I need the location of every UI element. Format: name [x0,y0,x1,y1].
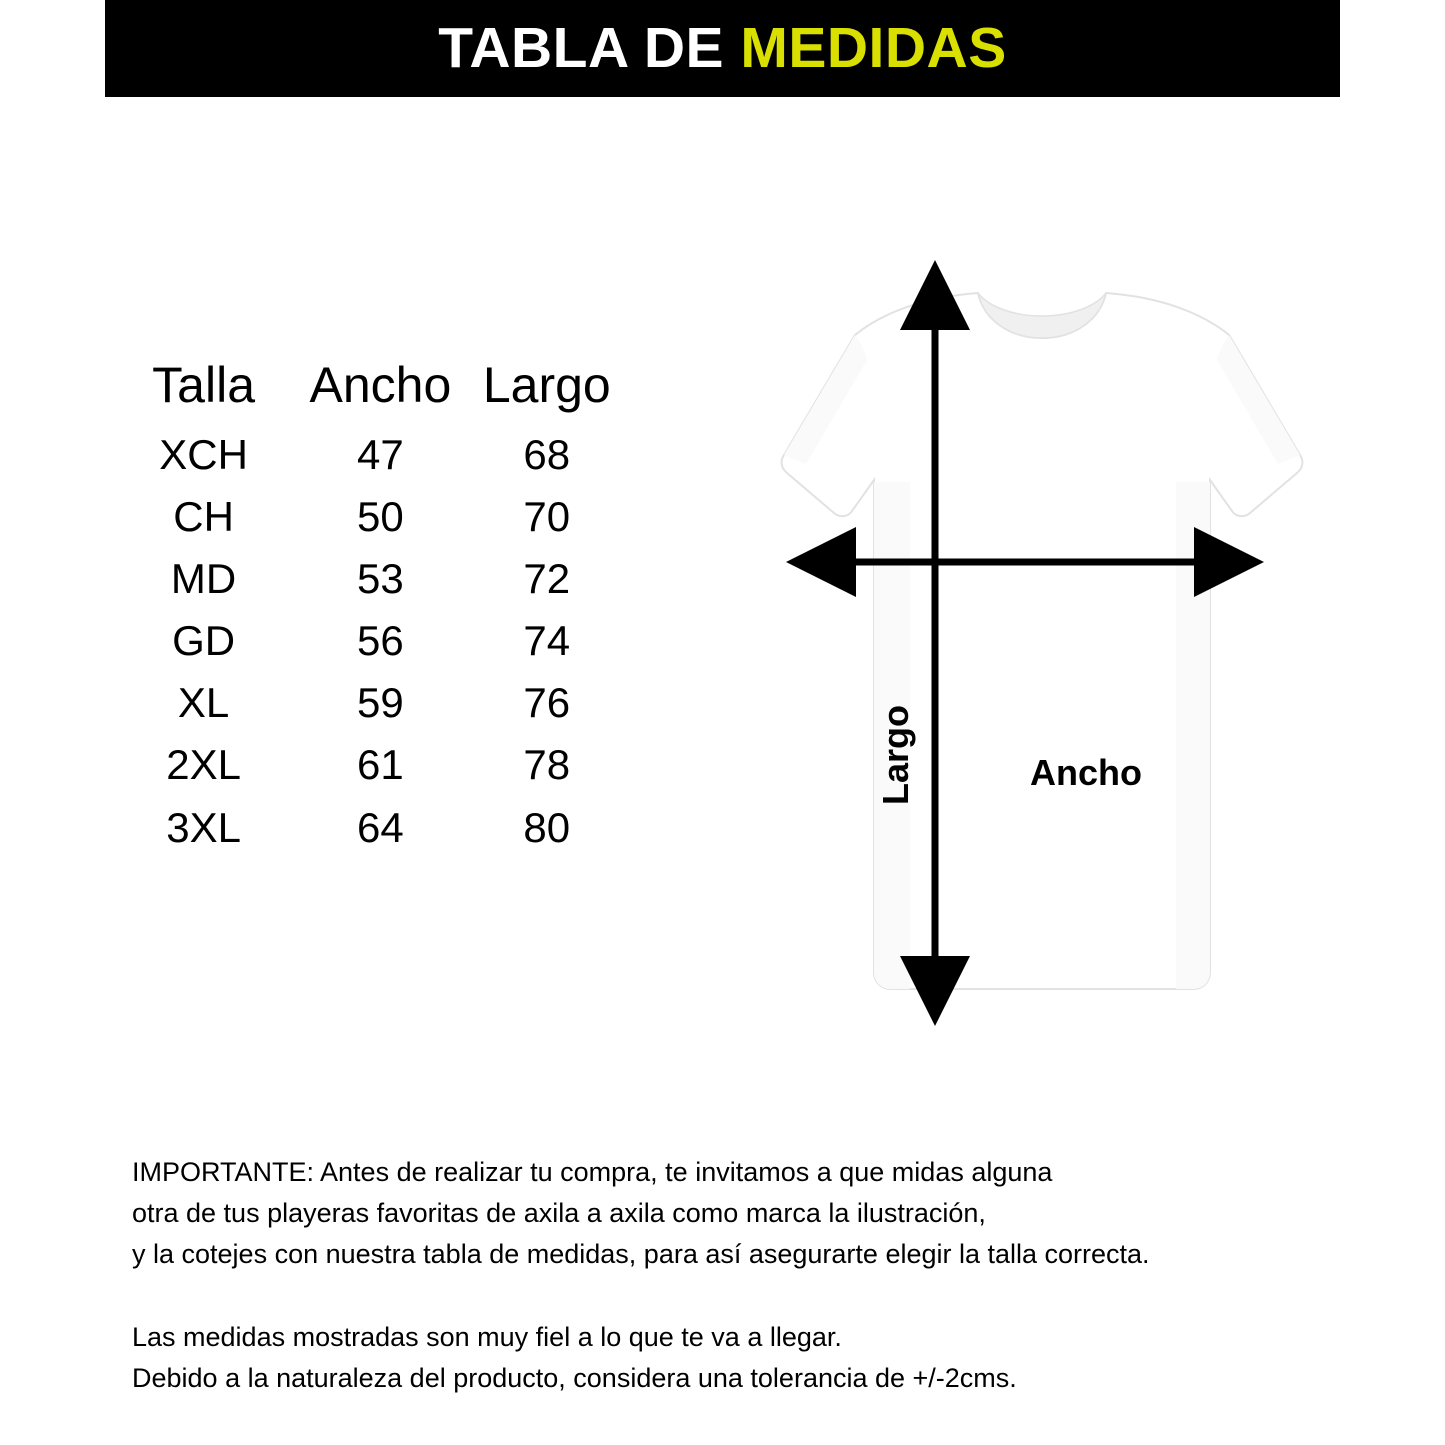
cell-ancho: 50 [357,493,404,541]
cell-largo: 74 [523,617,571,665]
width-label: Ancho [1030,752,1142,793]
cell-ancho: 64 [357,803,404,851]
cell-largo: 70 [523,493,571,541]
note-line-2: otra de tus playeras favoritas de axila a axila como marca la ilustración, [132,1198,986,1229]
tshirt-illustration [610,250,1310,1050]
note-line-5: Debido a la naturaleza del producto, considera una tolerancia de +/-2cms. [132,1363,1017,1394]
table-row [110,424,630,486]
cell-largo: 76 [523,679,571,727]
tshirt-icon [610,250,1310,1050]
table-row [110,734,630,796]
column-header-talla: Talla [152,357,256,413]
cell-talla: XCH [159,431,248,478]
table-row [110,610,630,672]
column-header-largo: Largo [482,357,611,413]
note-line-4: Las medidas mostradas son muy fiel a lo que te va a llegar. [132,1322,842,1353]
page-title-part-1: TABLA DE [438,16,741,80]
cell-ancho: 53 [357,555,404,603]
cell-ancho: 47 [357,431,404,478]
cell-talla: CH [173,493,234,541]
cell-talla: GD [172,617,236,665]
cell-talla: MD [170,555,237,603]
cell-largo: 72 [523,555,571,603]
note-line-1: IMPORTANTE: Antes de realizar tu compra, te invitamos a que midas alguna [132,1157,1053,1187]
cell-talla: XL [177,679,230,727]
cell-ancho: 61 [357,741,404,789]
cell-ancho: 59 [357,679,404,727]
table-row [110,672,630,734]
cell-largo: 80 [523,803,571,851]
table-row [110,486,630,548]
cell-largo: 68 [523,431,571,478]
table-row [110,548,630,610]
column-header-ancho: Ancho [309,357,452,413]
cell-talla: 3XL [166,803,241,851]
cell-talla: 2XL [166,741,241,789]
notes-section [132,1152,1332,1399]
notes-spacer [132,1275,1332,1317]
page-title-part-2: MEDIDAS [740,16,1007,80]
header-bar [105,0,1340,97]
cell-largo: 78 [523,741,571,789]
size-chart-table [110,357,630,859]
table-header-row [110,360,630,424]
page-title [438,16,1007,80]
cell-ancho: 56 [357,617,404,665]
table-row [110,797,630,859]
note-line-3: y la cotejes con nuestra tabla de medidas, para así asegurarte elegir la talla correcta. [132,1239,1150,1270]
length-label: Largo [875,704,916,805]
